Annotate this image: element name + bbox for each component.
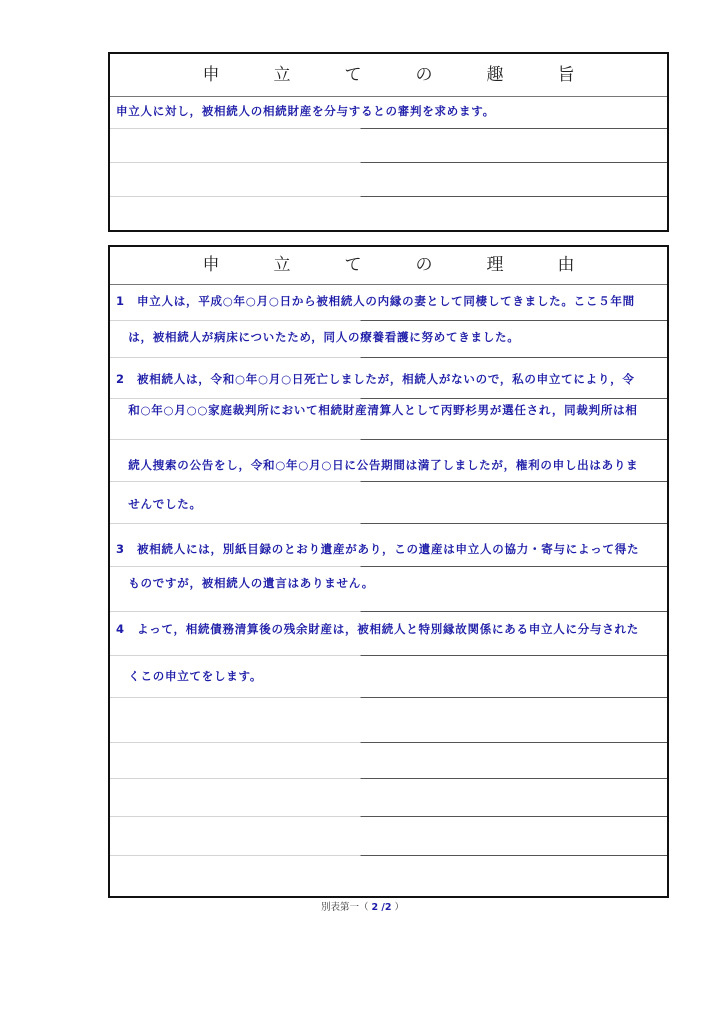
line-text: 4 よって，相続債務清算後の残余財産は，被相続人と特別縁故関係にある申立人に分与された xyxy=(116,622,640,636)
text-line[interactable] xyxy=(110,779,667,817)
text-line[interactable] xyxy=(110,197,667,228)
page-number: 2 /2 xyxy=(371,902,392,913)
line-text: ものですが，被相続人の遺言はありません。 xyxy=(116,576,374,590)
reasons-header xyxy=(110,247,667,285)
text-line[interactable] xyxy=(110,567,667,612)
title-char: 旨 xyxy=(557,65,575,85)
text-line[interactable] xyxy=(110,856,667,894)
footer-close: ） xyxy=(394,902,405,913)
reasons-section xyxy=(108,245,669,898)
line-text: 1 申立人は，平成○年○月○日から被相続人の内縁の妻として同棲してきました。ここ５年間 xyxy=(116,294,635,308)
text-line[interactable] xyxy=(110,97,667,129)
text-line[interactable] xyxy=(110,129,667,163)
text-line[interactable] xyxy=(110,698,667,743)
footer-label: 別表第一（ xyxy=(320,902,369,913)
page-footer xyxy=(0,899,725,913)
line-text: 和○年○月○○家庭裁判所において相続財産清算人として丙野杉男が選任され，同裁判所は相 xyxy=(116,403,638,417)
text-line[interactable] xyxy=(110,358,667,399)
title-char: て xyxy=(344,65,362,85)
line-text: くこの申立てをします。 xyxy=(116,669,263,683)
line-text: 2 被相続人は，令和○年○月○日死亡しましたが，相続人がないので，私の申立てにより，令 xyxy=(116,372,635,386)
title-char: 申 xyxy=(202,65,220,85)
purpose-header xyxy=(110,54,667,97)
line-text: 申立人に対し，被相続人の相続財産を分与するとの審判を求めます。 xyxy=(116,104,495,118)
text-line[interactable] xyxy=(110,321,667,358)
text-line[interactable] xyxy=(110,284,667,321)
text-line[interactable] xyxy=(110,656,667,698)
line-text: 続人捜索の公告をし，令和○年○月○日に公告期間は満了しましたが，権利の申し出はありま xyxy=(116,458,639,472)
purpose-section xyxy=(108,52,669,232)
title-char: 申 xyxy=(202,255,220,275)
title-char: 立 xyxy=(273,255,291,275)
title-char: の xyxy=(415,255,433,275)
title-char: 立 xyxy=(273,65,291,85)
title-char: の xyxy=(415,65,433,85)
text-line[interactable] xyxy=(110,163,667,197)
text-line[interactable] xyxy=(110,482,667,524)
text-line[interactable] xyxy=(110,612,667,656)
text-line[interactable] xyxy=(110,524,667,567)
line-text: 3 被相続人には，別紙目録のとおり遺産があり，この遺産は申立人の協力・寄与によって得た xyxy=(116,542,640,556)
title-char: 由 xyxy=(557,255,575,275)
title-char: て xyxy=(344,255,362,275)
title-char: 趣 xyxy=(486,65,504,85)
text-line[interactable] xyxy=(110,817,667,856)
text-line[interactable] xyxy=(110,440,667,482)
text-line[interactable] xyxy=(110,399,667,440)
title-char: 理 xyxy=(486,255,504,275)
line-text: せんでした。 xyxy=(116,497,202,511)
text-line[interactable] xyxy=(110,743,667,779)
line-text: は，被相続人が病床についたため，同人の療養看護に努めてきました。 xyxy=(116,330,520,344)
